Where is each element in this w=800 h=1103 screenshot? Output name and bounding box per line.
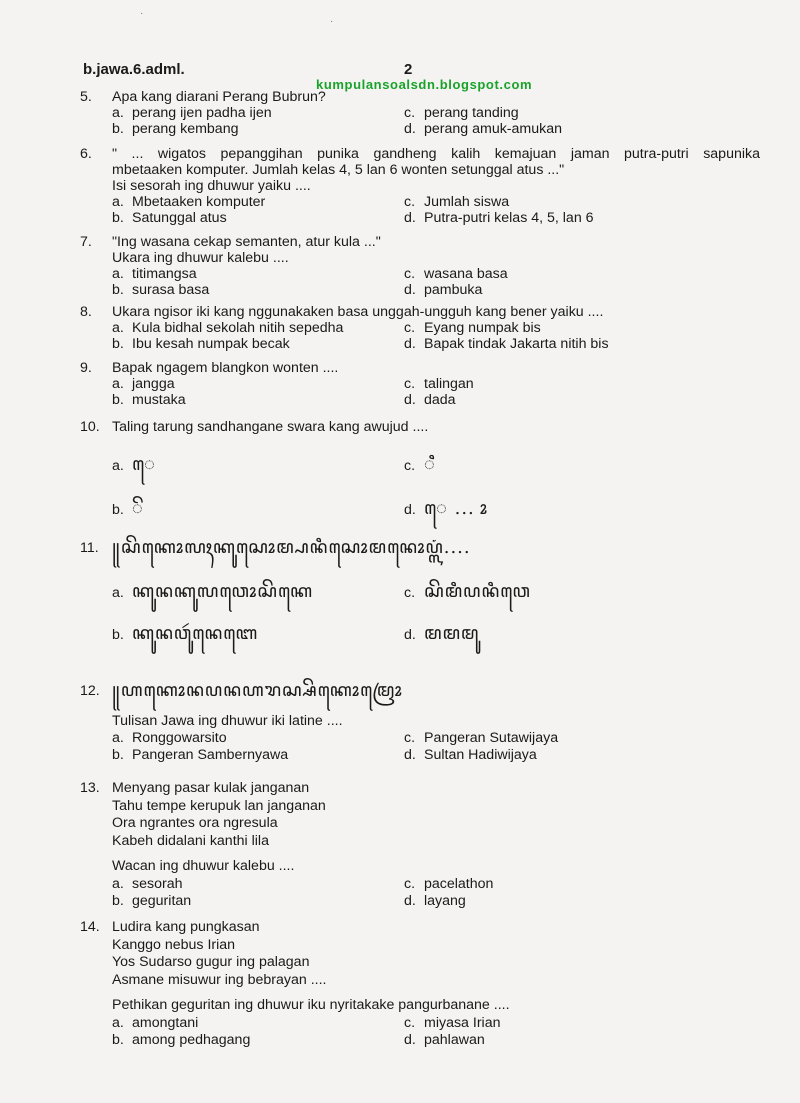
scan-mark: ·	[330, 16, 334, 27]
option-a[interactable]: a. amongtani	[112, 1014, 199, 1031]
option-b[interactable]: b. mustaka	[112, 392, 186, 408]
scan-mark: ·	[140, 8, 144, 19]
option-d[interactable]: d. Putra-putri kelas 4, 5, lan 6	[404, 210, 594, 226]
poem-line: Tahu tempe kerupuk lan janganan	[112, 797, 326, 814]
option-b[interactable]: b. ꦼ	[112, 498, 144, 519]
poem-line: Ora ngrantes ora ngresula	[112, 815, 278, 831]
question-text: "Ing wasana cekap semanten, atur kula ..."	[112, 234, 381, 250]
poem-line: Yos Sudarso gugur ing palagan	[112, 954, 310, 970]
question-5	[80, 89, 770, 137]
poem-line: Kanggo nebus Irian	[112, 936, 236, 953]
question-number: 8.	[80, 304, 92, 320]
option-a[interactable]: a. ꦺ	[112, 454, 156, 475]
question-14	[80, 919, 770, 1049]
poem-line: Ludira kang pungkasan	[112, 919, 260, 935]
question-7	[80, 234, 770, 298]
question-11	[80, 537, 770, 650]
question-9	[80, 360, 770, 408]
option-d[interactable]: d. Bapak tindak Jakarta nitih bis	[404, 336, 609, 352]
question-text: Bapak ngagem blangkon wonten ....	[112, 360, 339, 376]
question-text: Apa kang diarani Perang Bubrun?	[112, 89, 326, 105]
option-a[interactable]: a. Kula bidhal sekolah nitih sepedha	[112, 320, 344, 336]
option-a[interactable]: a. ꦏꦸꦤꦏꦸꦭꦮꦺꦴꦱꦼꦏꦺ	[112, 581, 314, 602]
question-text: Pethikan geguritan ing dhuwur iku nyritakake pangurbanane ....	[112, 997, 510, 1013]
question-number: 6.	[80, 146, 92, 162]
option-a[interactable]: a. sesorah	[112, 875, 183, 892]
question-12	[80, 680, 770, 773]
question-number: 7.	[80, 234, 92, 250]
option-d[interactable]: d. pambuka	[404, 282, 483, 298]
option-d[interactable]: d. perang amuk-amukan	[404, 121, 563, 137]
question-8	[80, 304, 770, 352]
question-number: 5.	[80, 89, 92, 105]
option-a[interactable]: a. Mbetaaken komputer	[112, 194, 266, 210]
option-a[interactable]: a. jangga	[112, 376, 175, 392]
website-watermark: kumpulansoalsdn.blogspot.com	[316, 77, 533, 92]
question-text: Isi sesorah ing dhuwur yaiku ....	[112, 178, 311, 194]
question-10	[80, 419, 770, 519]
poem-line: Asmane misuwur ing bebrayan ....	[112, 971, 327, 988]
option-b[interactable]: b. Satunggal atus	[112, 210, 227, 226]
question-number: 13.	[80, 780, 100, 796]
question-text: mbetaaken komputer. Jumlah kelas 4, 5 lan 6 wonten setunggal atus ..."	[112, 162, 565, 178]
option-c[interactable]: c. pacelathon	[404, 875, 494, 892]
javanese-script-stem: ꧋ꦲꦏꦺꦴꦤꦥꦤꦲꦫꦱ꧀ꦱꦼꦏꦺꦴꦩꦿꦺꦴ	[112, 680, 403, 701]
option-d[interactable]: d. dada	[404, 392, 456, 408]
option-c[interactable]: c. ꦶ	[404, 454, 436, 475]
option-c[interactable]: c. Pangeran Sutawijaya	[404, 730, 559, 746]
javanese-script-stem: ꧋ꦱꦼꦏꦺꦴꦭꦃꦏꦸꦱꦺꦴꦩ꧀ꦥꦤꦶꦱꦺꦴꦩꦤꦺꦴꦥ꧀ꦭꦁ....	[112, 537, 471, 558]
question-13	[80, 780, 770, 910]
option-d[interactable]: d. ꦺ ... ꦴ	[404, 498, 488, 519]
option-d[interactable]: d. pahlawan	[404, 1031, 485, 1048]
option-b[interactable]: b. geguritan	[112, 892, 192, 909]
option-c[interactable]: c. perang tanding	[404, 105, 519, 121]
question-number: 10.	[80, 419, 100, 435]
option-b[interactable]: b. ꦏꦸꦤꦮꦸꦂꦤꦺꦧꦺ	[112, 623, 259, 644]
option-c[interactable]: c. miyasa Irian	[404, 1014, 501, 1031]
question-number: 9.	[80, 360, 92, 376]
question-number: 14.	[80, 919, 100, 935]
option-a[interactable]: a. Ronggowarsito	[112, 730, 227, 746]
option-a[interactable]: a. perang ijen padha ijen	[112, 105, 272, 121]
question-text: Wacan ing dhuwur kalebu ....	[112, 858, 295, 874]
option-b[interactable]: b. among pedhagang	[112, 1031, 251, 1048]
question-text: " ... wigatos pepanggihan punika gandheng kalih kemajuan jaman putra-putri sapunika	[112, 146, 760, 162]
question-number: 11.	[80, 540, 99, 556]
poem-line: Kabeh didalani kanthi lila	[112, 832, 269, 849]
option-c[interactable]: c. talingan	[404, 376, 474, 392]
option-d[interactable]: d. Sultan Hadiwijaya	[404, 747, 537, 763]
question-text: Ukara ngisor iki kang nggunakaken basa unggah-ungguh kang bener yaiku ....	[112, 304, 604, 320]
option-a[interactable]: a. titimangsa	[112, 266, 197, 282]
option-c[interactable]: c. ꦱꦼꦩꦶꦥꦤꦶꦮꦺ	[404, 581, 531, 602]
question-6	[80, 146, 770, 226]
exam-code: b.jawa.6.adml.	[83, 61, 185, 78]
poem-line: Menyang pasar kulak janganan	[112, 780, 310, 796]
question-number: 12.	[80, 683, 100, 699]
option-d[interactable]: d. layang	[404, 892, 466, 909]
page-number: 2	[404, 61, 413, 78]
question-text: Ukara ing dhuwur kalebu ....	[112, 250, 289, 266]
option-c[interactable]: c. wasana basa	[404, 266, 508, 282]
option-c[interactable]: c. Jumlah siswa	[404, 194, 510, 210]
option-b[interactable]: b. Pangeran Sambernyawa	[112, 747, 289, 763]
option-c[interactable]: c. Eyang numpak bis	[404, 320, 541, 336]
option-d[interactable]: d. ꦩꦩꦩꦸ	[404, 623, 480, 644]
option-b[interactable]: b. surasa basa	[112, 282, 210, 298]
option-b[interactable]: b. perang kembang	[112, 121, 239, 137]
question-text: Taling tarung sandhangane swara kang awujud ....	[112, 419, 429, 435]
question-text: Tulisan Jawa ing dhuwur iki latine ....	[112, 713, 343, 729]
option-b[interactable]: b. Ibu kesah numpak becak	[112, 336, 290, 352]
